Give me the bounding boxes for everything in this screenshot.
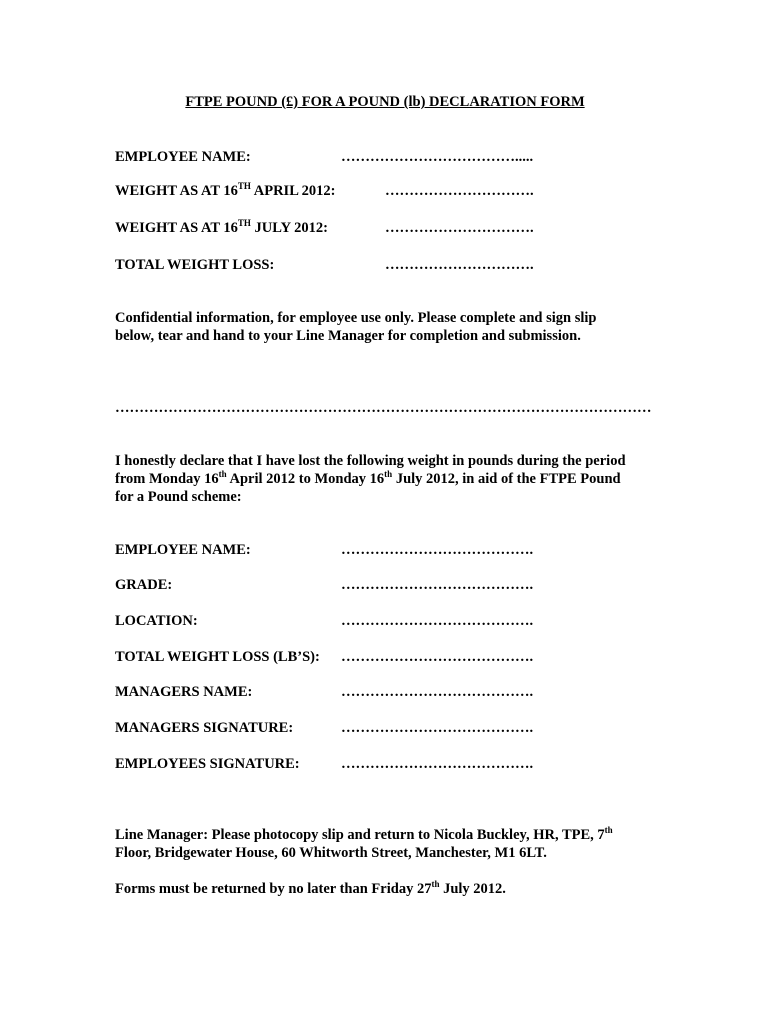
top-total-weight-loss-field[interactable]: …………………………. bbox=[385, 257, 534, 273]
line-manager-line-1: Line Manager: Please photocopy slip and return to Nicola Buckley, HR, TPE, 7th bbox=[115, 825, 613, 843]
declaration-line-3: for a Pound scheme: bbox=[115, 489, 242, 505]
grade-label: GRADE: bbox=[115, 577, 173, 593]
top-total-weight-loss-label: TOTAL WEIGHT LOSS: bbox=[115, 257, 275, 273]
deadline-line: Forms must be returned by no later than Friday 27th July 2012. bbox=[115, 879, 506, 897]
tear-line: ………………………………………………………………………………………………… bbox=[115, 400, 652, 416]
slip-employee-name-label: EMPLOYEE NAME: bbox=[115, 542, 251, 558]
slip-total-weight-loss-label: TOTAL WEIGHT LOSS (LB’S): bbox=[115, 649, 320, 665]
declaration-line-2: from Monday 16th April 2012 to Monday 16th July 2012, in aid of the FTPE Pound bbox=[115, 469, 621, 487]
weight-july-label: WEIGHT AS AT 16TH JULY 2012: bbox=[115, 218, 328, 236]
managers-name-label: MANAGERS NAME: bbox=[115, 684, 253, 700]
slip-employee-name-field[interactable]: …………………………………. bbox=[341, 542, 534, 558]
declaration-line-1: I honestly declare that I have lost the following weight in pounds during the period bbox=[115, 453, 626, 469]
managers-signature-label: MANAGERS SIGNATURE: bbox=[115, 720, 294, 736]
employees-signature-field[interactable]: …………………………………. bbox=[341, 756, 534, 772]
declaration-paragraph bbox=[115, 452, 675, 506]
location-label: LOCATION: bbox=[115, 613, 198, 629]
confidential-line-1: Confidential information, for employee use only. Please complete and sign slip bbox=[115, 310, 597, 326]
weight-april-field[interactable]: …………………………. bbox=[385, 183, 534, 199]
employees-signature-label: EMPLOYEES SIGNATURE: bbox=[115, 756, 300, 772]
location-field[interactable]: …………………………………. bbox=[341, 613, 534, 629]
form-title: FTPE POUND (£) FOR A POUND (lb) DECLARATION FORM bbox=[185, 94, 585, 110]
weight-july-field[interactable]: …………………………. bbox=[385, 220, 534, 236]
top-employee-name-field[interactable]: ………………………………..... bbox=[341, 149, 534, 165]
slip-total-weight-loss-field[interactable]: …………………………………. bbox=[341, 649, 534, 665]
line-manager-instructions bbox=[115, 826, 675, 862]
grade-field[interactable]: …………………………………. bbox=[341, 577, 534, 593]
confidential-paragraph bbox=[115, 309, 675, 345]
managers-name-field[interactable]: …………………………………. bbox=[341, 684, 534, 700]
top-employee-name-label: EMPLOYEE NAME: bbox=[115, 149, 251, 165]
line-manager-line-2: Floor, Bridgewater House, 60 Whitworth Street, Manchester, M1 6LT. bbox=[115, 845, 547, 861]
weight-april-label: WEIGHT AS AT 16TH APRIL 2012: bbox=[115, 181, 336, 199]
managers-signature-field[interactable]: …………………………………. bbox=[341, 720, 534, 736]
deadline-notice bbox=[115, 880, 675, 898]
confidential-line-2: below, tear and hand to your Line Manager for completion and submission. bbox=[115, 328, 581, 344]
